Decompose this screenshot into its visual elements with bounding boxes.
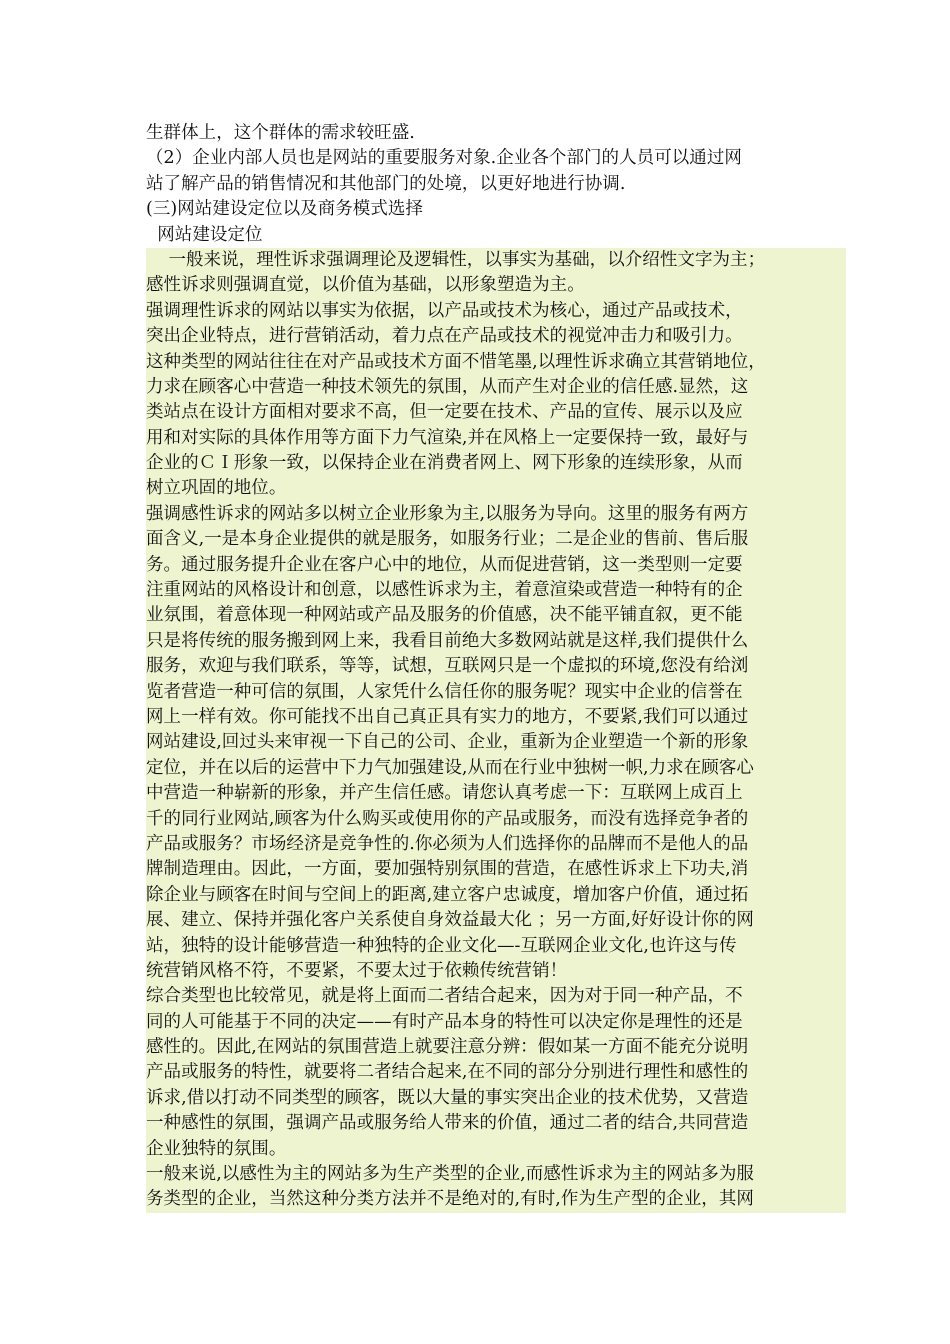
text-line: 产品或服务？市场经济是竞争性的.你必须为人们选择你的品牌而不是他人的品: [146, 833, 749, 854]
text-line: 除企业与顾客在时间与空间上的距离,建立客户忠诚度，增加客户价值，通过拓: [146, 884, 749, 905]
text-line: 树立巩固的地位。: [146, 478, 287, 499]
text-line: 力求在顾客心中营造一种技术领先的氛围，从而产生对企业的信任感.显然，这: [146, 376, 749, 397]
text-line: 网上一样有效。你可能找不出自己真正具有实力的地方，不要紧,我们可以通过: [146, 706, 749, 727]
text-line: 综合类型也比较常见，就是将上面而二者结合起来，因为对于同一种产品，不: [146, 986, 743, 1007]
text-line: 千的同行业网站,顾客为什么购买或使用你的产品或服务，而没有选择竞争者的: [146, 808, 749, 829]
text-line: 服务，欢迎与我们联系，等等，试想，互联网只是一个虚拟的环境,您没有给浏: [146, 656, 749, 677]
text-line: 站了解产品的销售情况和其他部门的处境，以更好地进行协调.: [146, 173, 626, 194]
text-line: 强调理性诉求的网站以事实为依据，以产品或技术为核心，通过产品或技术，: [146, 300, 743, 321]
subsection-heading: 网站建设定位: [146, 224, 263, 245]
text-line: 用和对实际的具体作用等方面下力气渲染,并在风格上一定要保持一致，最好与: [146, 427, 749, 448]
text-line: 定位，并在以后的运营中下力气加强建设,从而在行业中独树一帜,力求在顾客心: [146, 757, 754, 778]
text-line: 突出企业特点，进行营销活动，着力点在产品或技术的视觉冲击力和吸引力。: [146, 326, 743, 347]
text-line: 面含义,一是本身企业提供的就是服务，如服务行业；二是企业的售前、售后服: [146, 529, 749, 550]
text-line: （2）企业内部人员也是网站的重要服务对象.企业各个部门的人员可以通过网: [146, 148, 742, 169]
text-line: 这种类型的网站往往在对产品或技术方面不惜笔墨,以理性诉求确立其营销地位，: [146, 351, 766, 372]
text-line: 强调感性诉求的网站多以树立企业形象为主,以服务为导向。这里的服务有两方: [146, 503, 749, 524]
text-line: 览者营造一种可信的氛围，人家凭什么信任你的服务呢？现实中企业的信誉在: [146, 681, 743, 702]
text-line: 生群体上，这个群体的需求较旺盛.: [146, 123, 415, 143]
text-line: 务。通过服务提升企业在客户心中的地位，从而促进营销，这一类型则一定要: [146, 554, 743, 575]
text-line: 类站点在设计方面相对要求不高，但一定要在技术、产品的宣传、展示以及应: [146, 402, 743, 423]
text-line: 牌制造理由。因此，一方面，要加强特别氛围的营造，在感性诉求上下功夫,消: [146, 859, 749, 880]
text-line: 一般来说，理性诉求强调理论及逻辑性，以事实为基础，以介绍性文字为主；: [146, 249, 766, 270]
text-line: 业氛围，着意体现一种网站或产品及服务的价值感，决不能平铺直叙，更不能: [146, 605, 743, 626]
section-heading: (三)网站建设定位以及商务模式选择: [146, 199, 424, 220]
text-line: 中营造一种崭新的形象，并产生信任感。请您认真考虑一下：互联网上成百上: [146, 783, 743, 804]
text-line: 统营销风格不符，不要紧，不要太过于依赖传统营销！: [146, 960, 568, 981]
text-line: 站，独特的设计能够营造一种独特的企业文化—-互联网企业文化,也许这与传: [146, 935, 737, 956]
text-line: 展、建立、保持并强化客户关系使自身效益最大化 ；另一方面,好好设计你的网: [146, 910, 754, 931]
intro-section: [146, 121, 846, 248]
text-line: 一般来说,以感性为主的网站多为生产类型的企业,而感性诉求为主的网站多为服: [146, 1164, 754, 1185]
text-line: 感性的。因此,在网站的氛围营造上就要注意分辨：假如某一方面不能充分说明: [146, 1037, 749, 1058]
text-line: 网站建设,回过头来审视一下自己的公司、企业，重新为企业塑造一个新的形象: [146, 732, 749, 753]
text-line: 产品或服务的特性，就要将二者结合起来,在不同的部分分别进行理性和感性的: [146, 1062, 749, 1083]
text-line: 同的人可能基于不同的决定——有时产品本身的特性可以决定你是理性的还是: [146, 1011, 743, 1032]
text-line: 务类型的企业，当然这种分类方法并不是绝对的,有时,作为生产型的企业，其网: [146, 1189, 754, 1210]
document-body: [146, 121, 846, 1213]
text-line: 一种感性的氛围，强调产品或服务给人带来的价值，通过二者的结合,共同营造: [146, 1113, 749, 1134]
text-line: 诉求,借以打动不同类型的顾客，既以大量的事实突出企业的技术优势，又营造: [146, 1087, 749, 1108]
text-line: 感性诉求则强调直觉，以价值为基础，以形象塑造为主。: [146, 275, 585, 296]
text-line: 企业独特的氛围。: [146, 1138, 287, 1159]
highlighted-section: [146, 248, 846, 1213]
text-line: 企业的ＣＩ形象一致，以保持企业在消费者网上、网下形象的连续形象，从而: [146, 453, 743, 474]
text-line: 注重网站的风格设计和创意，以感性诉求为主，着意渲染或营造一种特有的企: [146, 580, 743, 601]
text-line: 只是将传统的服务搬到网上来，我看目前绝大多数网站就是这样,我们提供什么: [146, 630, 749, 651]
